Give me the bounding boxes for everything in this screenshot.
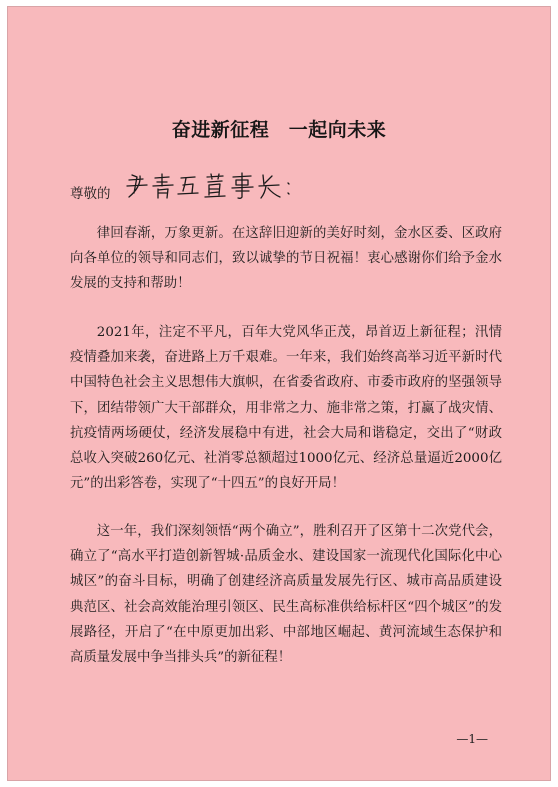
page-number: —1— <box>456 732 488 746</box>
paragraph-2: 2021年，注定不平凡，百年大党风华正茂，昂首迈上新征程；汛情疫情叠加来袭，奋进路上万千艰难。一年来，我们始终高举习近平新时代中国特色社会主义思想伟大旗帜，在省委省政府、市委市政府的坚强领导下，团结带领广大干部群众，用非常之力、施非常之策，打赢了战灾情、抗疫情两场硬仗，经济发展稳中有进，社会大局和谐稳定，交出了“财政总收入突破260亿元、社消零总额超过1000亿元、经济总量逼近2000亿元”的出彩答卷，实现了“十四五”的良好开局！ <box>70 325 502 492</box>
paragraph-1: 律回春渐，万象更新。在这辞旧迎新的美好时刻，金水区委、区政府向各单位的领导和同志们，致以诚挚的节日祝福！衷心感谢你们给予金水发展的支持和帮助！ <box>70 226 502 292</box>
greeting-label: 尊敬的 <box>70 186 111 202</box>
handwritten-signature <box>123 171 298 201</box>
paragraph-3: 这一年，我们深刻领悟“两个确立”，胜利召开了区第十二次党代会，确立了“高水平打造创新智城·品质金水、建设国家一流现代化国际化中心城区”的奋斗目标，明确了创建经济高质量发展先行区、城市高品质建设典范区、社会高效能治理引领区、民生高标准供给标杆区“四个城区”的发展路径，开启了“在中原更加出彩、中部地区崛起、黄河流域生态保护和高质量发展中争当排头兵”的新征程！ <box>70 524 502 666</box>
letter-page <box>7 6 551 781</box>
page-title: 奋进新征程 一起向未来 <box>171 119 387 141</box>
greeting-line <box>70 177 298 207</box>
